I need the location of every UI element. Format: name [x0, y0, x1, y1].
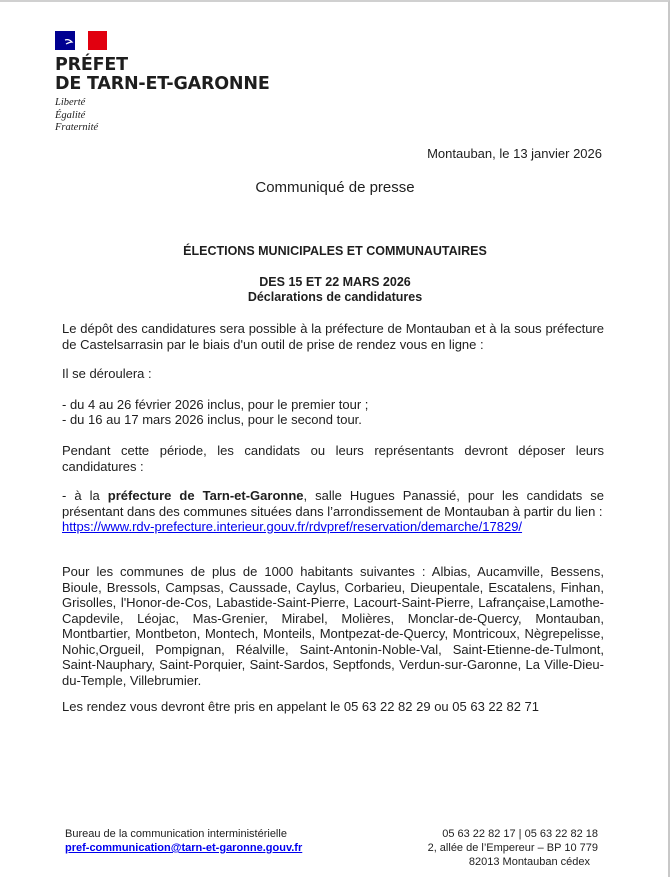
paragraph-phone: Les rendez vous devront être pris en appelant le 05 63 22 82 29 ou 05 63 22 82 71 [62, 699, 540, 714]
email-link[interactable]: pref-communication@tarn-et-garonne.gouv.fr [65, 842, 303, 854]
main-heading: ÉLECTIONS MUNICIPALES ET COMMUNAUTAIRES [183, 244, 487, 258]
document-type: Communiqué de presse [255, 179, 415, 196]
republic-motto: Liberté Égalité Fraternité [55, 97, 99, 133]
subject-heading: Déclarations de candidatures [247, 290, 423, 304]
paragraph-intro: Le dépôt des candidatures sera possible à la préfecture de Montauban et à la sous préfecture de Castelsarrasin par le biais d'un outil de prise de rendez vous en ligne : [62, 321, 604, 352]
date-line: Montauban, le 13 janvier 2026 [427, 146, 602, 161]
list-item-first-round: - du 4 au 26 février 2026 inclus, pour le premier tour ; [62, 397, 369, 412]
dates-heading: DES 15 ET 22 MARS 2026 [259, 275, 411, 289]
prefecture-bold: préfecture de Tarn-et-Garonne [107, 488, 304, 503]
paragraph-prefecture: - à la préfecture de Tarn-et-Garonne, salle Hugues Panassié, pour les candidats se présentant dans des communes situées dans l’arrondissement de Montauban à partir du lien : https://www.rdv-prefecture.interieur.gouv.fr/rdvpref/reservation/demarche/17829/ [62, 488, 605, 534]
paragraph-candidates: Pendant cette période, les candidats ou leurs représentants devront déposer leurs candidatures : [62, 443, 604, 474]
office-name: Bureau de la communication interministérielle [65, 828, 287, 840]
footer-city: 82013 Montauban cédex [468, 856, 590, 868]
footer-phones: 05 63 22 82 17 | 05 63 22 82 18 [442, 828, 598, 840]
prefecture-name: PRÉFET DE TARN-ET-GARONNE [55, 55, 270, 94]
marianne-flag-icon [55, 31, 107, 50]
list-item-second-round: - du 16 au 17 mars 2026 inclus, pour le second tour. [62, 412, 362, 427]
paragraph-schedule-intro: Il se déroulera : [62, 366, 152, 381]
footer-address [428, 827, 598, 869]
prefecture-logo [55, 31, 270, 135]
paragraph-communes: Pour les communes de plus de 1000 habitants suivantes : Albias, Aucamville, Bessens, Bioule, Bressols, Campsas, Caussade, Caylus, Corbarieu, Dieupentale, Escatalens, Finhan, Grisolles, l'Honor-de-Cos, Labastide-Saint-Pierre, Lacourt-Saint-Pierre, Lafrançaise,Lamothe-Capdevile, Léojac, Mas-Grenier, Mirabel, Molières, Monclar-de-Quercy, Montauban, Montbartier, Montbeton, Montech, Monteils, Montpezat-de-Quercy, Montricoux, Nègrepelisse, Nohic,Orgueil, Pompignan, Réalville, Saint-Antonin-Noble-Val, Saint-Etienne-de-Tulmont, Saint-Nauphary, Saint-Porquier, Saint-Sardos, Septfonds, Verdun-sur-Garonne, La Ville-Dieu-du-Temple, Villebrumier. [62, 564, 604, 688]
footer-street: 2, allée de l’Empereur – BP 10 779 [427, 842, 598, 854]
reservation-link[interactable]: https://www.rdv-prefecture.interieur.gouv.fr/rdvpref/reservation/demarche/17829/ [62, 519, 523, 534]
footer-contact [65, 827, 302, 855]
